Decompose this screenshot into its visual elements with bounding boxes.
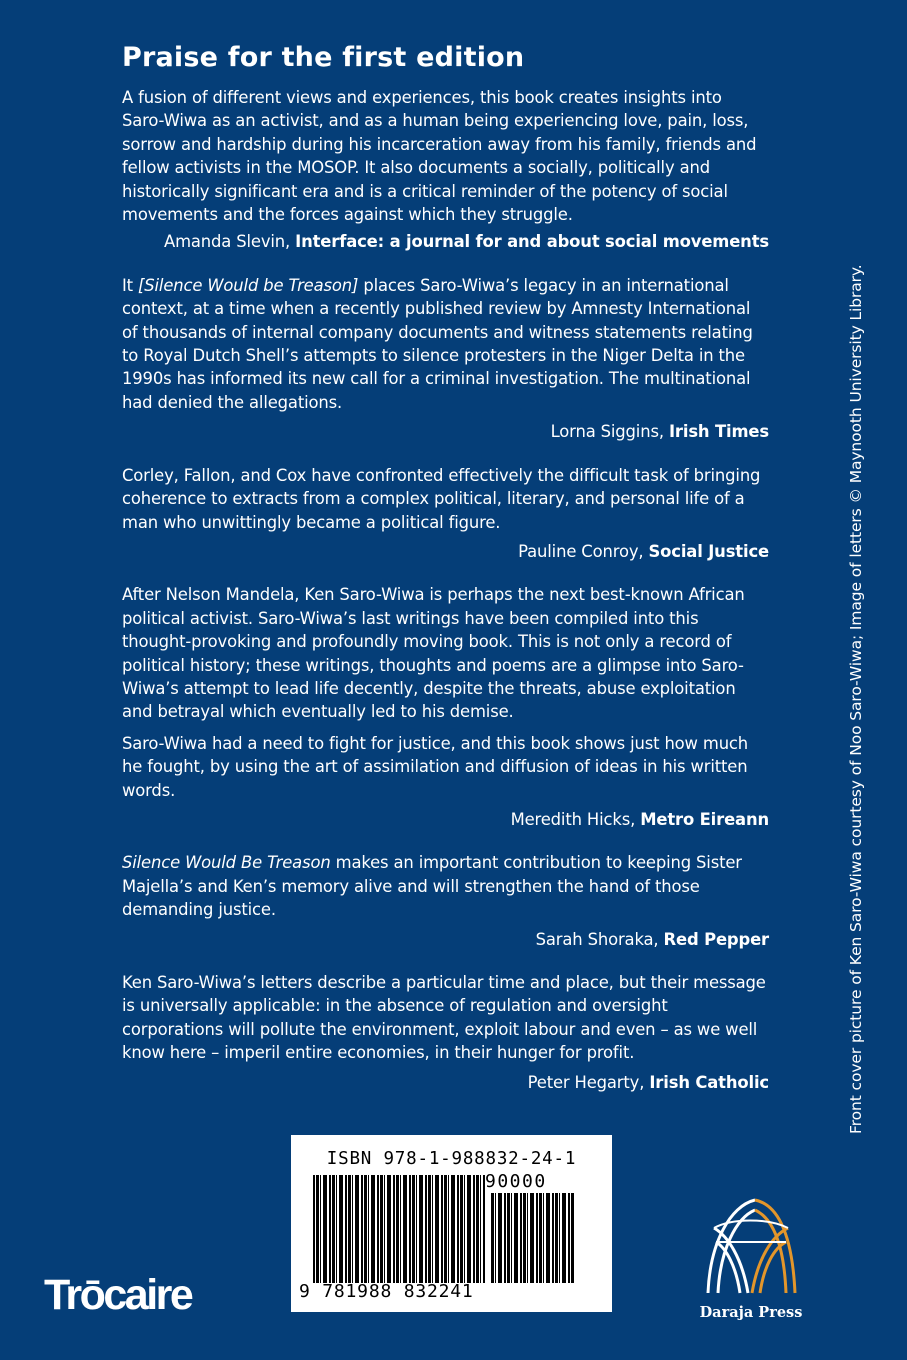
barcode-bar	[539, 1193, 542, 1283]
review-source: Interface: a journal for and about social movements	[295, 232, 769, 252]
daraja-press-label: Daraja Press	[699, 1304, 803, 1321]
barcode-bar	[355, 1175, 359, 1283]
review	[122, 583, 769, 831]
ean-digits: 9 781988 832241	[299, 1281, 474, 1302]
barcode-bar	[562, 1193, 566, 1283]
barcode-bar	[571, 1193, 574, 1283]
barcode-bar	[498, 1193, 502, 1283]
barcode-bar	[568, 1193, 570, 1283]
review-attribution	[122, 928, 769, 951]
barcode-bar	[361, 1175, 363, 1283]
barcode-bar	[316, 1175, 319, 1283]
review-text: It [Silence Would be Treason] places Saro-Wiwa’s legacy in an international context, at a time when a recently published review by Amnesty International of thousands of internal company documents and witness statements relating to Royal Dutch Shell’s attempts to silence protesters in the Niger Delta in the 1990s has informed its new call for a criminal investigation. The multinational had denied the allegations.	[122, 275, 753, 412]
barcode-bar	[467, 1175, 471, 1283]
barcode-bar	[352, 1175, 353, 1283]
barcode-bar	[530, 1193, 534, 1283]
barcode-bar	[336, 1175, 337, 1283]
barcode-bar	[323, 1175, 327, 1283]
review	[122, 464, 769, 564]
barcode-bar	[396, 1175, 399, 1283]
barcode-bar	[514, 1193, 518, 1283]
barcode-bar	[536, 1193, 538, 1283]
barcode-bar	[451, 1175, 455, 1283]
trocaire-logo: Trōcaire	[44, 1271, 192, 1319]
review-attribution	[122, 230, 769, 253]
review-author: Lorna Siggins,	[550, 422, 669, 442]
review-text: A fusion of different views and experiences, this book creates insights into Saro-Wiwa as an activist, and as a human being experiencing love, pain, loss, sorrow and hardship during his incarceration away from his family, friends and fellow activists in the MOSOP. It also documents a socially, politically and historically significant era and is a critical reminder of the potency of social movements and the forces against which they struggle.	[122, 88, 757, 225]
review	[122, 86, 769, 254]
barcode-bar	[377, 1175, 379, 1283]
barcode-bar	[552, 1193, 554, 1283]
barcode-bar	[416, 1175, 417, 1283]
barcode-bar	[400, 1175, 401, 1283]
barcode-bar	[523, 1193, 526, 1283]
barcode-bar	[546, 1193, 550, 1283]
review	[122, 971, 769, 1094]
cover-image-credit: Front cover picture of Ken Saro-Wiwa courtesy of Noo Saro-Wiwa; Image of letters © Maynooth University Library.	[847, 264, 865, 1134]
review-source: Red Pepper	[663, 929, 769, 949]
barcode-bar	[435, 1175, 439, 1283]
barcode-bar	[507, 1193, 510, 1283]
barcode-bar	[460, 1175, 463, 1283]
barcode-bar	[339, 1175, 343, 1283]
review-text: Silence Would Be Treason makes an important contribution to keeping Sister Majella’s and Ken’s memory alive and will strengthen the hand of those demanding justice.	[122, 853, 742, 920]
barcode-bar	[457, 1175, 459, 1283]
barcode-bar	[384, 1175, 385, 1283]
barcode-bar	[491, 1193, 494, 1283]
barcode-bar	[473, 1175, 475, 1283]
barcode-bar	[332, 1175, 335, 1283]
review	[122, 851, 769, 951]
review-author: Meredith Hicks,	[510, 809, 641, 829]
addon-barcode-bars	[491, 1193, 575, 1283]
barcode-bar	[412, 1175, 415, 1283]
review-author: Sarah Shoraka,	[535, 929, 664, 949]
page-title: Praise for the first edition	[122, 42, 525, 73]
review-text: Ken Saro-Wiwa’s letters describe a particular time and place, but their message is universally applicable: in the absence of regulation and oversight corporations will pollute the environment, exploit labour and even – as we well know here – imperil entire economies, in their hunger for profit.	[122, 973, 766, 1063]
barcode-bar	[511, 1193, 512, 1283]
barcode-bar	[380, 1175, 383, 1283]
barcode-bar	[428, 1175, 431, 1283]
barcode-bar	[313, 1175, 315, 1283]
review-attribution	[122, 808, 769, 831]
price-addon-digits: 90000	[485, 1171, 547, 1192]
barcode-bar	[371, 1175, 375, 1283]
reviews-list	[122, 86, 769, 1094]
barcode-bar	[559, 1193, 560, 1283]
review-attribution	[122, 1071, 769, 1094]
review	[122, 274, 769, 444]
review-source: Metro Eireann	[640, 809, 769, 829]
barcode-bar	[441, 1175, 443, 1283]
isbn-text: ISBN 978-1-988832-24-1	[326, 1149, 577, 1169]
review-text: Corley, Fallon, and Cox have confronted effectively the difficult task of bringing coherence to extracts from a complex political, literary, and personal life of a man who unwittingly became a political figure.	[122, 465, 761, 532]
barcode-bar	[476, 1175, 479, 1283]
daraja-press-logo-icon	[700, 1188, 800, 1298]
barcode-bar	[419, 1175, 423, 1283]
isbn-barcode	[291, 1135, 612, 1312]
barcode-bar	[483, 1175, 485, 1283]
barcode-bar	[348, 1175, 351, 1283]
barcode-bar	[444, 1175, 447, 1283]
barcode-bar	[555, 1193, 558, 1283]
barcode-bar	[480, 1175, 481, 1283]
ean-barcode-bars	[313, 1175, 485, 1283]
barcode-bar	[403, 1175, 407, 1283]
barcode-bar	[368, 1175, 369, 1283]
review-source: Irish Times	[668, 422, 769, 442]
review-source: Social Justice	[648, 541, 769, 561]
review-text: After Nelson Mandela, Ken Saro-Wiwa is perhaps the next best-known African political activist. Saro-Wiwa’s last writings have been compiled into this thought-provoking and profoundly moving book. This is not only a record of political history; these writings, thoughts and poems are a glimpse into Saro-Wiwa’s attempt to lead life decently, despite the threats, abuse exploitation and betrayal which eventually led to his demise.	[122, 585, 745, 722]
review-attribution	[122, 540, 769, 563]
barcode-bar	[393, 1175, 395, 1283]
barcode-bar	[464, 1175, 465, 1283]
review-author: Amanda Slevin,	[164, 232, 296, 252]
barcode-bar	[504, 1193, 506, 1283]
barcode-bar	[495, 1193, 496, 1283]
barcode-bar	[409, 1175, 411, 1283]
review-attribution	[122, 420, 769, 443]
barcode-bar	[448, 1175, 449, 1283]
barcode-bar	[320, 1175, 321, 1283]
review-source: Irish Catholic	[649, 1072, 769, 1092]
barcode-bar	[527, 1193, 528, 1283]
barcode-bar	[387, 1175, 391, 1283]
review-author: Peter Hegarty,	[527, 1072, 650, 1092]
barcode-bar	[345, 1175, 347, 1283]
barcode-bar	[364, 1175, 367, 1283]
barcode-bar	[425, 1175, 427, 1283]
review-text: Saro-Wiwa had a need to fight for justice, and this book shows just how much he fought, by using the art of assimilation and diffusion of ideas in his written words.	[122, 733, 749, 800]
barcode-bar	[432, 1175, 433, 1283]
barcode-bar	[543, 1193, 544, 1283]
barcode-bar	[329, 1175, 331, 1283]
review-author: Pauline Conroy,	[518, 541, 649, 561]
barcode-bar	[520, 1193, 522, 1283]
